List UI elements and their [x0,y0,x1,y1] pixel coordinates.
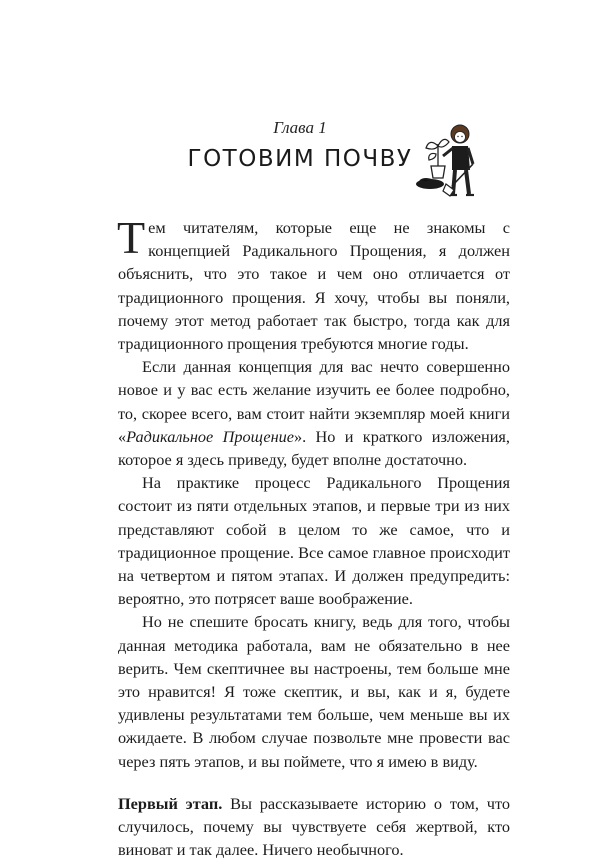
paragraph-book-reference [118,355,510,471]
paragraph-skeptic: Но не спешите бросать книгу, ведь для того, чтобы данная методика работала, вам не обязательно в нее верить. Чем скептичнее вы настроены, тем больше мне это нравится! Я тоже скептик, и вы, как и я, будете удивлены результатами тем больше, чем меньше вы их ожидаете. В любом случае позвольте мне провести вас через пять этапов, и вы поймете, что я имею в виду. [118,612,510,771]
drop-cap: Т [117,212,146,263]
stage-one-text: Вы рассказываете историю о том, что случилось, почему вы чувствуете себя жертвой, кто виноват и так далее. Ничего необычного. [118,793,510,860]
chapter-title: ГОТОВИМ ПОЧВУ [187,146,413,172]
paragraph-five-stages: На практике процесс Радикального Прощения состоит из пяти отдельных этапов, и первые три из них представляют собой в целом то же самое, что и традиционное прощение. Все самое главное происходит на четвертом и пятом этапах. И должен предупредить: вероятно, это потрясет ваше воображение. [118,473,510,609]
chapter-body [117,212,510,861]
paragraph-text: ». Но и краткого изложения, которое я здесь приведу, будет вполне достаточно. [118,426,510,470]
chapter-label: Глава 1 [273,118,327,137]
gardener-with-shovel-icon [416,118,498,200]
paragraph-intro [117,212,510,355]
paragraph-stage-one [118,792,510,861]
paragraph-text: Если данная концепция для вас нечто совершенно новое и у вас есть желание изучить ее более подробно, то, скорее всего, вам стоит найти экземпляр моей книги « [118,357,510,446]
stage-one-title: Первый этап. [118,793,223,813]
paragraph-intro-text: ем читателям, которые еще не знакомы с концепцией Радикального Прощения, я должен объяснить, что это такое и чем оно отличается от традиционного прощения. Я хочу, чтобы вы поняли, почему этот метод работает так быстро, тогда как для традиционного прощения требуются многие годы. [118,218,510,354]
book-title: Радикальное Прощение [126,426,295,446]
